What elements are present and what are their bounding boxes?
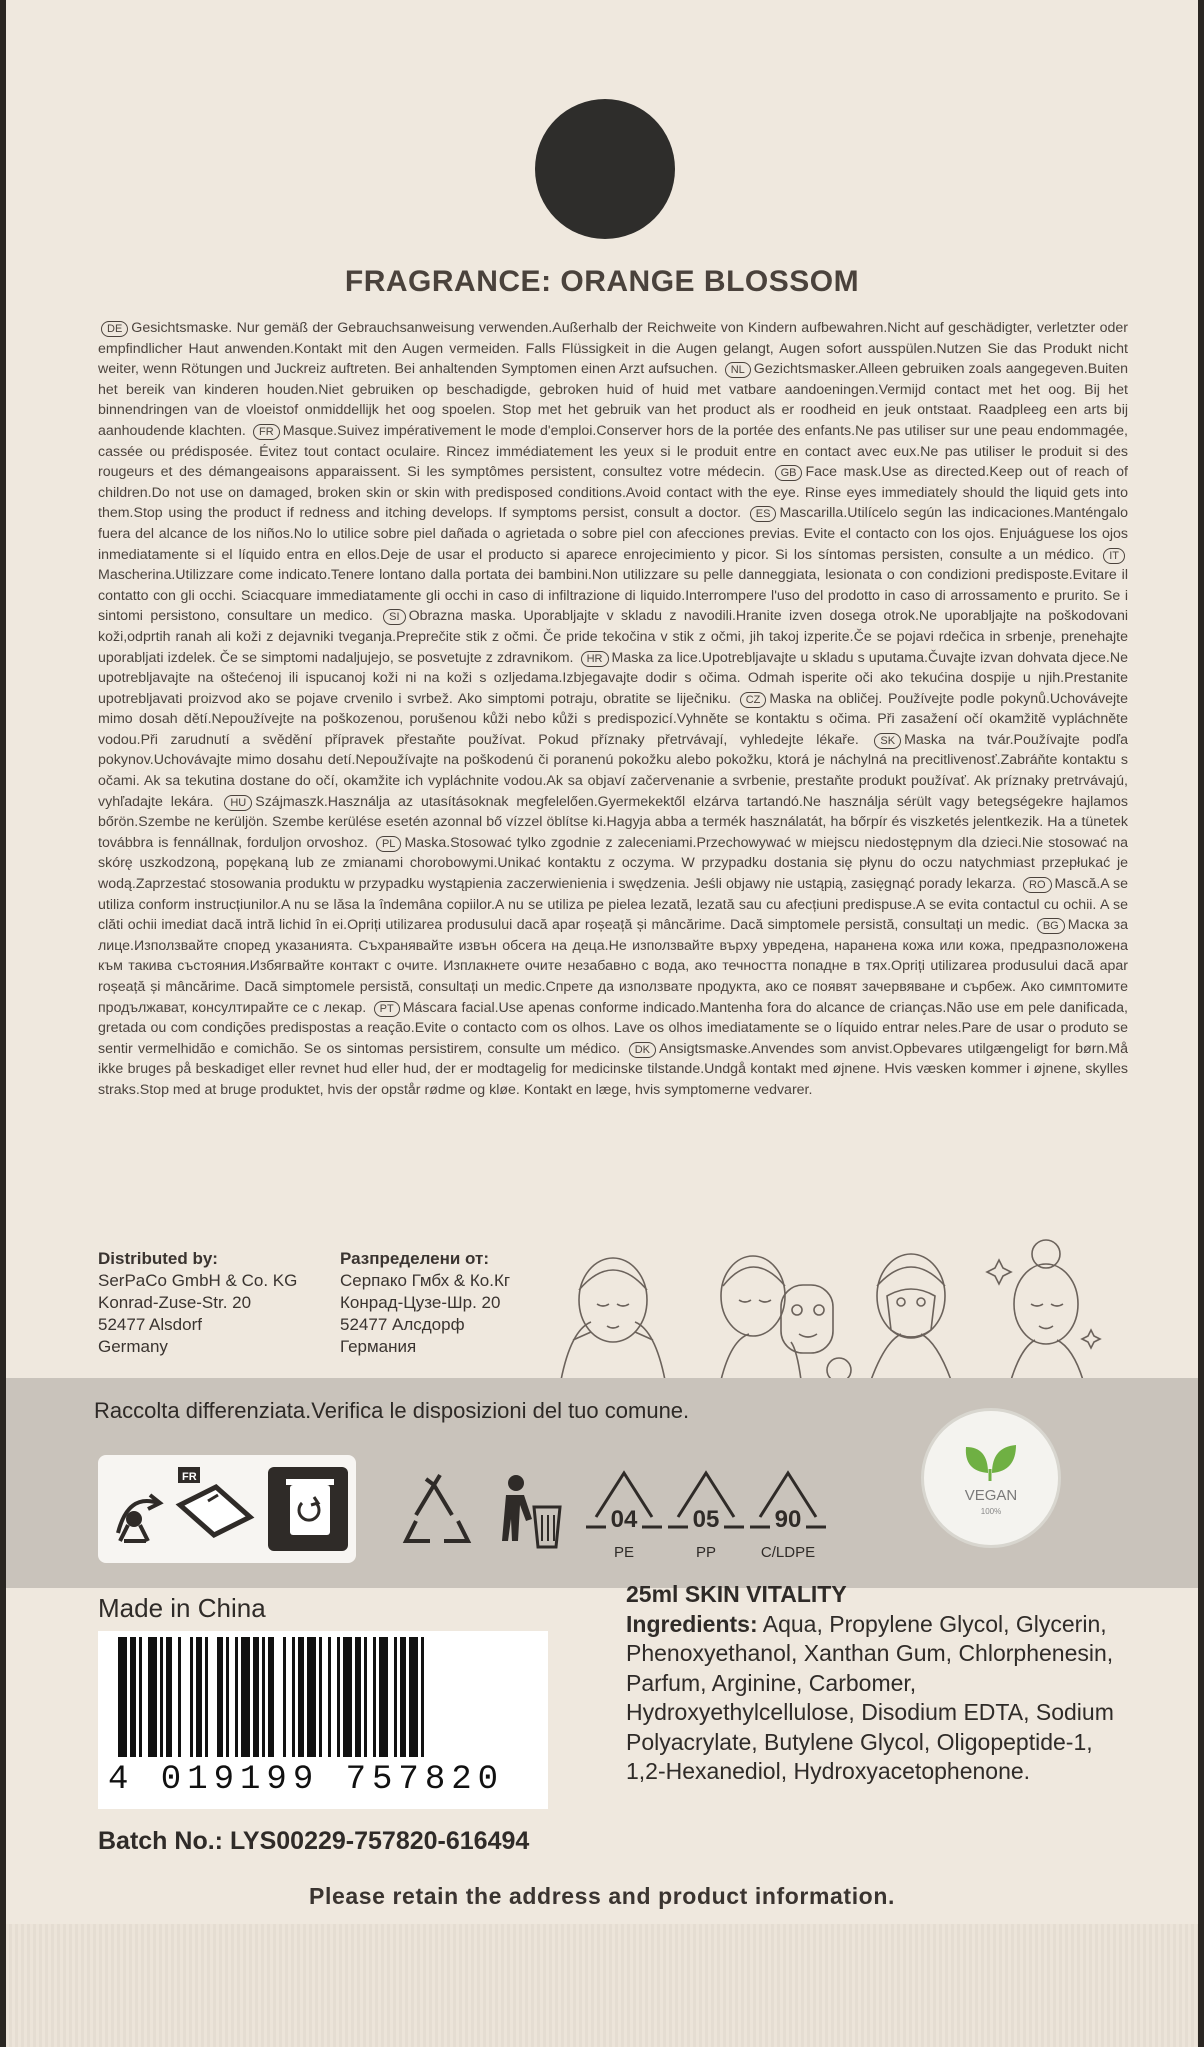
distributor-english: [98, 1248, 297, 1358]
sachet-back: [6, 0, 1198, 2047]
warning-text: Masque.Suivez impérativement le mode d'emploi.Conserver hors de la portée des enfants.Ne pas utiliser sur une peau endommagée, cassée ou prédisposée. Évitez tout contact oculaire. Rincez immédiatement les yeux si le produit entre en contact avec eux.Ne pas utiliser le produit si des rougeurs et des démangeaisons apparaissent. Si les symptômes persistent, consultez votre médecin.: [98, 422, 1128, 481]
recycle-icon: [406, 1475, 468, 1541]
crimp-seal: [6, 1924, 1198, 2047]
svg-text:FR: FR: [182, 1471, 197, 1483]
language-code-badge: DE: [101, 321, 128, 337]
warning-text: Mascarilla.Utilícelo según las indicaciones.Manténgalo fuera del alcance de los niños.No lo utilice sobre piel dañada o agrietada o sobre piel con afecciones previas. Evite el contacto con los ojos. Enjuáguese los ojos inmediatamente si el líquido entra en ellos.Deje de usar el producto si aparece enrojecimiento y picor. Si los síntomas persisten, consulte a un médico.: [98, 505, 1128, 563]
warning-text: Ansigtsmaske.Anvendes som anvist.Opbevares utilgængeligt for børn.Må ikke bruges på beskadiget eller revnet hud eller hud, der er modtagelig for medicinske tilstande.Undgå kontakt med øjnene. Hvis væsken kommer i øjnene, skylles straks.Stop med at bruge produktet, hvis der opstår rødme og kløe. Kontakt en læge, hvis symptomerne vedvarer.: [98, 1040, 1128, 1098]
barcode-bar: [421, 1637, 424, 1757]
ingredients-block: [626, 1580, 1126, 1787]
barcode-bar: [235, 1637, 238, 1757]
country-of-origin: Made in China: [98, 1593, 266, 1623]
barcode-bar: [283, 1637, 286, 1757]
language-code-badge: GB: [775, 465, 803, 481]
warning-text: Maska na obličej. Používejte podle pokynů.Uchovávejte mimo dosah dětí.Nepoužívejte na poškozenou, porušenou kůži nebo kůži s predispozicí.Vyhněte se kontaktu s očima. Při zasažení očí okamžitě vypláchněte vodou.Při zarudnutí a svědění přípravek přestaňte používat. Pokud příznaky přetrvávají, vyhledejte lékaře.: [98, 690, 1128, 748]
barcode-bar: [226, 1637, 229, 1757]
warning-text: Maska.Stosować tylko zgodnie z zaleceniami.Przechowywać w miejscu niedostępnym dla dzieci.Nie stosować na skórę uszkodzoną, popękaną lub ze zmianami chorobowymi.Unikać kontaktu z oczyma. W przypadku dostania się płynu do oczu natychmiast przepłukać je wodą.Zaprzestać stosowania produktu w przypadku wystąpienia zaczerwienienia i swędzenia. Jeśli objawy nie ustąpią, zasięgnąć porady lekarza.: [98, 834, 1128, 893]
batch-number: Batch No.: LYS00229-757820-616494: [98, 1827, 530, 1855]
language-code-badge: IT: [1103, 548, 1125, 564]
svg-text:PP: PP: [695, 1544, 717, 1561]
language-code-badge: HU: [224, 795, 252, 811]
barcode-bar: [337, 1637, 340, 1757]
bin-recycle-icon: [268, 1467, 348, 1551]
warning-text: Obrazna maska. Uporabljajte v skladu z navodili.Hranite izven dosega otrok.Ne uporabljajte na poškodovani koži,odprtih ranah ali koži z dejavniki tveganja.Preprečite stik z očmi. Če pride tekočina v stik z očmi, jih takoj izperite.Če se pojavi rdečica in srbenje, prenehajte uporabljati izdelek. Če se simptomi nadaljujejo, se posvetujte z zdravnikom.: [98, 608, 1128, 666]
barcode-bar: [196, 1637, 202, 1757]
barcode-bar: [298, 1637, 304, 1757]
product-volume: 25ml SKIN VITALITY: [626, 1581, 847, 1607]
barcode-bar: [178, 1637, 181, 1757]
leaf-icon: [924, 1411, 1058, 1545]
barcode-bar: [328, 1637, 331, 1757]
resin-code-90-icon: [750, 1473, 826, 1561]
barcode-bar: [148, 1637, 157, 1757]
language-code-badge: SI: [383, 609, 405, 625]
distributor-heading: Distributed by:: [98, 1249, 218, 1268]
distributor-line: Германия: [340, 1337, 417, 1356]
distributor-line: 52477 Алсдорф: [340, 1315, 465, 1334]
barcode-bar: [343, 1637, 352, 1757]
triman-icon: [118, 1495, 160, 1541]
language-code-badge: DK: [629, 1042, 656, 1058]
step-place-mask-icon: [721, 1256, 851, 1382]
warning-text: Maska za lice.Upotrebljavajte u skladu s uputama.Čuvajte izvan dohvata djece.Ne upotrebljavajte na oštećenoj ili ispucanoj koži ni na koži s ozljedama.Izbjegavajte dodir s očima. Odmah isperite oči ako tekućina dospije u njih.Prestanite upotrebljavati proizvod ako se pojave crvenilo i svrbež. Ako simptomi potraju, obratite se liječniku.: [98, 649, 1129, 707]
barcode-bar: [307, 1637, 316, 1757]
barcode-bar: [241, 1637, 250, 1757]
barcode-bar: [205, 1637, 208, 1757]
distributor-heading: Разпределени от:: [340, 1249, 489, 1268]
distributor-line: Konrad-Zuse-Str. 20: [98, 1293, 252, 1312]
barcode-bar: [166, 1637, 172, 1757]
distributor-line: Germany: [98, 1337, 168, 1356]
barcode-bar: [253, 1637, 259, 1757]
barcode-bars: [98, 1637, 548, 1767]
language-code-badge: SK: [874, 733, 901, 749]
barcode-bar: [355, 1637, 361, 1757]
language-code-badge: PL: [376, 836, 401, 852]
fragrance-title: FRAGRANCE: ORANGE BLOSSOM: [344, 265, 860, 298]
distributor-line: SerPaCo GmbH & Co. KG: [98, 1271, 298, 1290]
warning-text: Máscara facial.Use apenas conforme indicado.Mantenha fora do alcance de crianças.Não use em pele danificada, gretada ou com condições predispostas a reação.Evite o contacto com os olhos. Lave os olhos imediatamente se o líquido entrar neles.Pare de usar o produto se sentir vermelhidão e comichão. Se os sintomas persistirem, consulte um médico.: [98, 999, 1129, 1057]
svg-text:04: 04: [610, 1506, 638, 1533]
barcode-bar: [379, 1637, 388, 1757]
language-code-badge: HR: [581, 651, 609, 667]
barcode-bar: [319, 1637, 322, 1757]
svg-text:C/LDPE: C/LDPE: [760, 1544, 816, 1561]
distributor-line: 52477 Alsdorf: [98, 1315, 202, 1334]
barcode-bar: [400, 1637, 406, 1757]
warning-text: Mascherina.Utilizzare come indicato.Tenere lontano dalla portata dei bambini.Non utilizzare su pelle danneggiata, lesionata o con condizioni predisposte.Evitare il contatto con gli occhi. Sciacquare immediatamente gli occhi in caso di infiltrazione di liquido.Interrompere l'uso del prodotto in caso di arrossamento e prurito. Se i sintomi persistono, consultare un medico.: [98, 567, 1128, 625]
vegan-badge: [921, 1408, 1061, 1548]
barcode-bar: [373, 1637, 376, 1757]
svg-text:90: 90: [774, 1506, 802, 1533]
resin-code-04-icon: [586, 1473, 662, 1561]
barcode-bar: [268, 1637, 274, 1757]
step-apply-face-icon: [561, 1258, 665, 1380]
barcode-bar: [409, 1637, 418, 1757]
warning-text: Face mask.Use as directed.Keep out of reach of children.Do not use on damaged, broken skin or skin with predisposed conditions.Avoid contact with the eye. Rinse eyes immediately should the liquid gets into them.Stop using the product if redness and itching develops. If symptoms persist, consult a doctor.: [98, 464, 1128, 522]
vegan-percent: 100%: [980, 1507, 1002, 1516]
step-glowing-skin-icon: [987, 1240, 1100, 1380]
language-code-badge: RO: [1023, 877, 1052, 893]
ingredients-label: Ingredients:: [626, 1610, 758, 1637]
step-mask-on-face-icon: [871, 1254, 951, 1380]
barcode-bar: [190, 1637, 193, 1757]
distributor-bulgarian: [340, 1248, 510, 1358]
warning-text: Маска за лице.Използвайте според указанията. Съхранявайте извън обсега на деца.Не използвайте върху увредена, наранена кожа или кожа, предразположена към такива състояния.Избягвайте контакт с очите. Изплакнете очите незабавно с вода, ако течността попадне в тях.Opriți utilizarea produsului dacă apar roșeață și mâncărime. Dacă simptomele persistă, consultați un medic.Спрете да използвате продукта, ако се появят зачервяване и сърбеж. Ако симптомите продължават, консултирайте се с лекар.: [98, 917, 1128, 1016]
language-code-badge: NL: [725, 362, 751, 378]
language-code-badge: ES: [750, 506, 777, 522]
language-code-badge: PT: [374, 1001, 400, 1017]
warning-text: Maska na tvár.Používajte podľa pokynov.Uchovávajte mimo dosahu detí.Nepoužívajte na poškodenú či poranenú pokožku alebo pokožku, ktorá je náchylná na precitlivenosť.Zabráňte kontaktu s očami. Ak sa tekutina dostane do očí, okamžite ich vypláchnite vodou.Ak sa objaví začervenanie a svrbenie, prestaňte produkt používať. Ak príznaky pretrvávajú, vyhľadajte lekára.: [98, 731, 1128, 810]
language-code-badge: BG: [1037, 918, 1065, 934]
ingredients-list: Aqua, Propylene Glycol, Glycerin, Phenoxyethanol, Xanthan Gum, Chlorphenesin, Parfum, Arginine, Carbomer, Hydroxyethylcellulose, Disodium EDTA, Sodium Polyacrylate, Butylene Glycol, Oligopeptide-1, 1,2-Hexanediol, Hydroxyacetophenone.: [626, 1610, 1114, 1784]
barcode-bar: [217, 1637, 223, 1757]
barcode-bar: [262, 1637, 265, 1757]
barcode-bar: [364, 1637, 367, 1757]
triman-block: [98, 1455, 356, 1563]
multilingual-warnings: [98, 318, 1128, 1101]
language-code-badge: CZ: [740, 692, 767, 708]
barcode-bar: [292, 1637, 295, 1757]
sachet-icon: [178, 1467, 250, 1535]
warning-text: Gezichtsmasker.Alleen gebruiken zoals aangegeven.Buiten het bereik van kinderen houden.Niet gebruiken op beschadigde, gebroken huid of huid met vatbare aandoeningen.Vermijd contact met het oog. Bij het binnendringen van de vloeistof onmiddellijk het oog spoelen. Stop met het gebruik van het product als er roodheid en jeuk ontstaat. Raadpleeg een arts bij aanhoudende klachten.: [98, 361, 1128, 439]
barcode-bar: [160, 1637, 163, 1757]
recycling-note: Raccolta differenziata.Verifica le disposizioni del tuo comune.: [94, 1398, 690, 1423]
language-code-badge: FR: [253, 424, 280, 440]
barcode-bar: [130, 1637, 136, 1757]
barcode-number: 4 019199 757820: [108, 1761, 505, 1799]
warning-text: Mască.A se utiliza conform instrucțiunilor.A nu se lăsa la îndemâna copiilor.A nu se utiliza pe pielea lezată, lezată sau cu afecțiuni predispuse.A se evita contactul cu ochii. A se clăti ochii imediat dacă intră lichid în ei.Opriți utilizarea produsului dacă apar roșeață și mâncărime. Dacă simptomele persistă, consultați un medic.: [98, 876, 1128, 934]
barcode: [98, 1631, 548, 1809]
svg-text:PE: PE: [613, 1544, 635, 1561]
distributor-line: Серпако Гмбх & Ко.Кг: [340, 1271, 511, 1290]
application-steps-illustration: [551, 1230, 1106, 1390]
barcode-bar: [139, 1637, 142, 1757]
resin-code-05-icon: [668, 1473, 744, 1561]
tidyman-icon: [502, 1475, 560, 1547]
warning-text: Gesichtsmaske. Nur gemäß der Gebrauchsanweisung verwenden.Außerhalb der Reichweite von Kindern aufbewahren.Nicht auf geschädigter, verletzter oder empfindlicher Haut anwenden.Kontakt mit den Augen vermeiden. Falls Flüssigkeit in die Augen gelangt, Augen sofort ausspülen.Nutzen Sie das Produkt nicht weiter, wenn Rötungen und Juckreiz auftreten. Bei anhaltenden Symptomen einen Arzt aufsuchen.: [98, 320, 1128, 378]
hang-hole: [535, 99, 675, 239]
svg-text:05: 05: [692, 1506, 720, 1533]
barcode-bar: [394, 1637, 397, 1757]
retain-notice: Please retain the address and product information.: [309, 1883, 895, 1909]
vegan-label: VEGAN: [964, 1487, 1018, 1504]
barcode-bar: [118, 1637, 127, 1757]
recycling-symbols: [386, 1455, 906, 1575]
distributor-line: Конрад-Цузе-Шр. 20: [340, 1293, 501, 1312]
warning-text: Szájmaszk.Használja az utasításoknak megfelelően.Gyermekektől elzárva tartandó.Ne használja sérült vagy betegségekre hajlamos bőrön.Szembe ne kerüljön. Szembe kerülése esetén azonnal bő vízzel öblítse ki.Hagyja abba a termék használatát, ha bőrpír és viszketés jelentkezik. Ha a tünetek továbbra is fennállnak, forduljon orvoshoz.: [98, 793, 1128, 851]
